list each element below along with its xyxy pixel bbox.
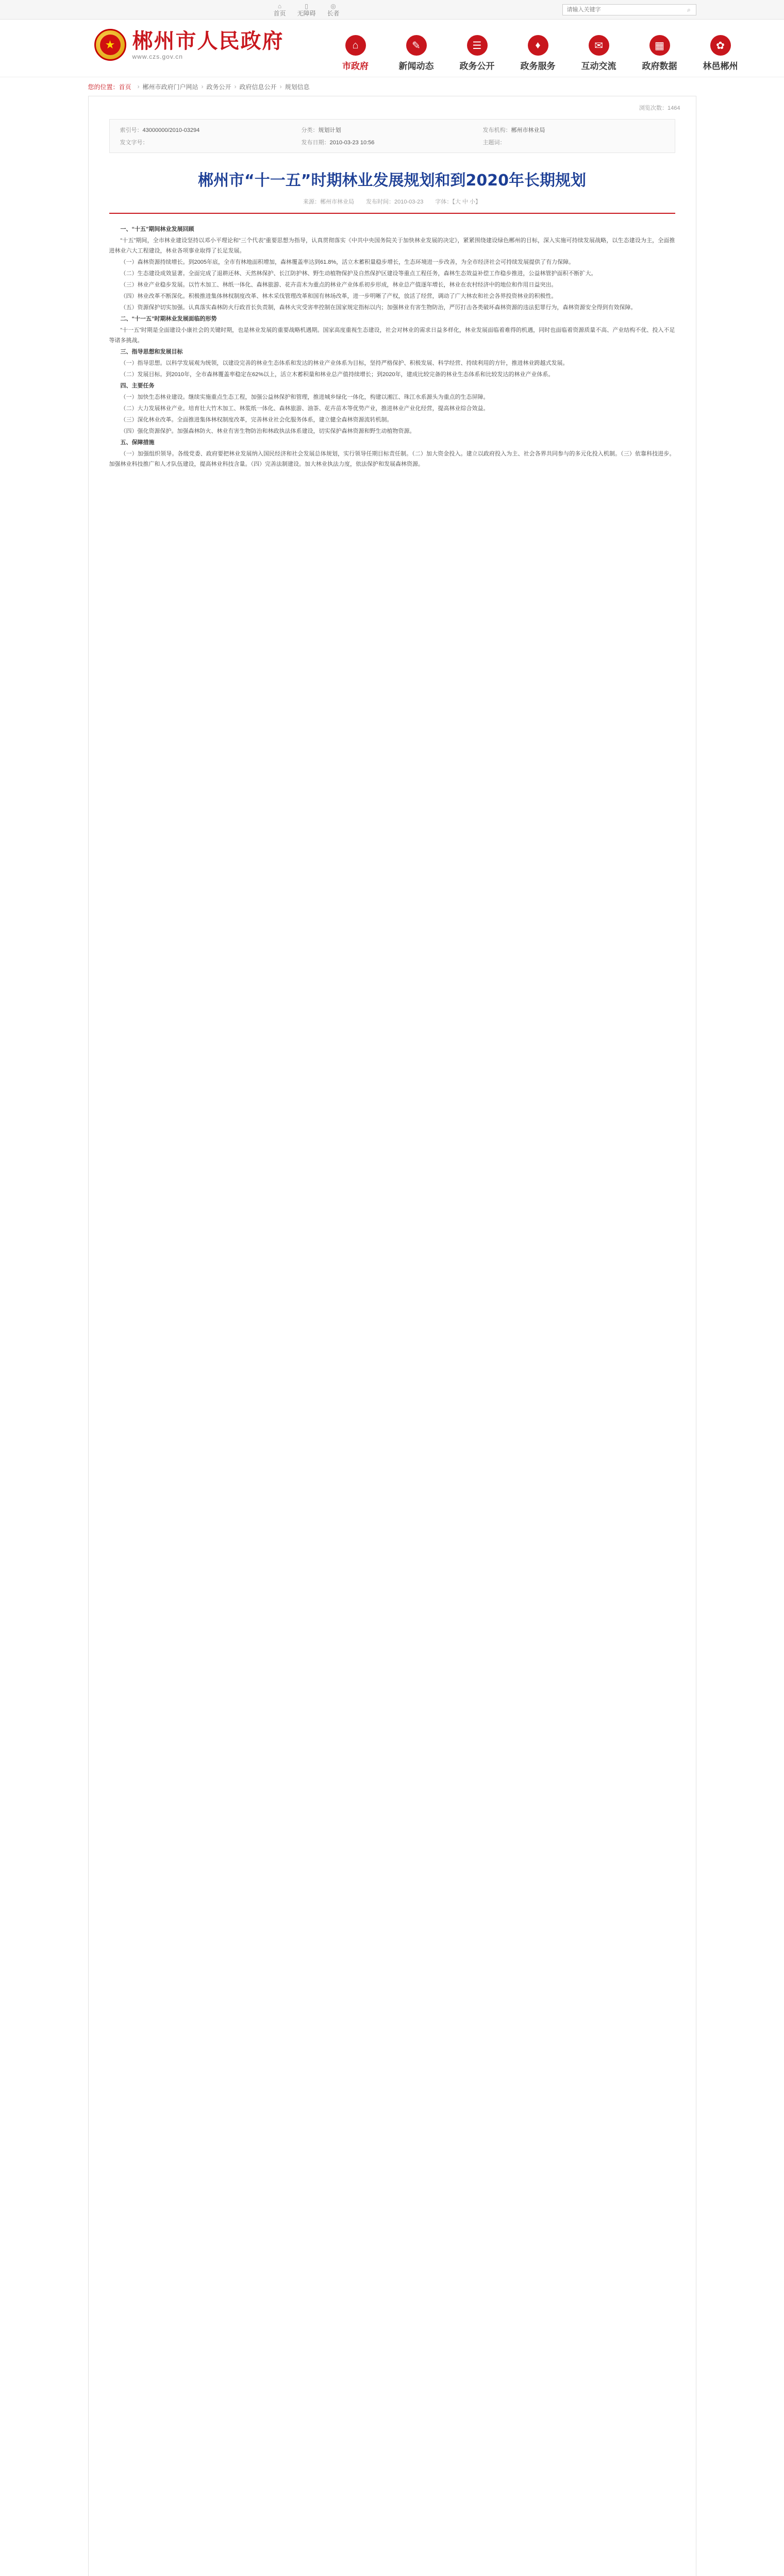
- info-key: 发布机构：: [482, 127, 511, 133]
- top-link-label: 长者: [327, 10, 340, 17]
- paragraph: （四）强化资源保护。加强森林防火、林业有害生物防治和林政执法体系建设，切实保护森林资源和野生动植物资源。: [120, 428, 415, 434]
- paragraph: （三）深化林业改革。全面推进集体林权制度改革，完善林业社会化服务体系，建立健全森林资源流转机制。: [120, 417, 393, 423]
- article-body: [109, 224, 675, 2576]
- paragraph: （五）资源保护切实加强。认真落实森林防火行政首长负责制，森林火灾受害率控制在国家规定指标以内；加强林业有害生物防治，严厉打击各类破坏森林资源的违法犯罪行为，森林资源安全得到有效保障。: [120, 304, 637, 311]
- nav-label: 互动交流: [581, 61, 616, 71]
- top-link-1[interactable]: [297, 3, 316, 16]
- breadcrumb-item[interactable]: 政务公开: [206, 83, 231, 91]
- mobile-icon: ▯: [305, 3, 308, 10]
- nav-item-2[interactable]: [447, 35, 508, 72]
- info-value: 43000000/2010-03294: [142, 127, 200, 133]
- search-input[interactable]: [563, 5, 682, 15]
- nav-item-6[interactable]: [690, 35, 751, 72]
- breadcrumb-separator: ›: [137, 83, 140, 90]
- info-table: [109, 119, 675, 153]
- nav-label: 政务公开: [459, 61, 495, 71]
- info-cell: [302, 126, 483, 134]
- section-heading: 一、“十五”期间林业发展回顾: [120, 226, 194, 232]
- breadcrumb-item[interactable]: 规划信息: [285, 83, 310, 91]
- home-icon: ⌂: [277, 3, 282, 10]
- paragraph: （一）森林资源持续增长。到2005年底，全市有林地面积增加，森林覆盖率达到61.8%，活立木蓄积量稳步增长，生态环境进一步改善，为全市经济社会可持续发展提供了有力保障。: [120, 259, 575, 265]
- title-divider: [109, 213, 675, 214]
- info-icon: ☰: [467, 35, 488, 56]
- info-cell: [120, 126, 302, 134]
- accessibility-icon: ◎: [330, 3, 336, 10]
- nav-item-1[interactable]: [386, 35, 447, 72]
- paragraph: （四）林业改革不断深化。积极推进集体林权制度改革、林木采伐管理改革和国有林场改革，进一步明晰了产权，放活了经营，调动了广大林农和社会各界投资林业的积极性。: [120, 293, 557, 299]
- nav-item-4[interactable]: [569, 35, 629, 72]
- site-logo[interactable]: [94, 29, 284, 61]
- paragraph: （二）生态建设成效显著。全面完成了退耕还林、天然林保护、长江防护林、野生动植物保护及自然保护区建设等重点工程任务，森林生态效益补偿工作稳步推进，公益林管护面积不断扩大。: [120, 270, 597, 277]
- top-link-label: 无障碍: [297, 10, 316, 17]
- nav-item-5[interactable]: [629, 35, 690, 72]
- section-heading: 三、指导思想和发展目标: [120, 349, 183, 355]
- paragraph: “十五”期间，全市林业建设坚持以邓小平理论和“三个代表”重要思想为指导，认真贯彻落实《中共中央国务院关于加快林业发展的决定》，紧紧围绕建设绿色郴州的目标，深入实施可持续发展战略，以生态建设为主，全面推进林业六大工程建设，林业各项事业取得了长足发展。: [109, 238, 675, 254]
- top-link-label: 首页: [273, 10, 286, 17]
- view-count: 浏览次数：1464: [639, 105, 680, 111]
- national-emblem-icon: ★: [94, 29, 126, 61]
- breadcrumb-separator: ›: [234, 83, 237, 90]
- info-key: 主题词：: [482, 140, 506, 146]
- nav-label: 政府数据: [642, 61, 677, 71]
- section-heading: 二、“十一五”时期林业发展面临的形势: [120, 316, 217, 322]
- nav-label: 新闻动态: [398, 61, 434, 71]
- nav-item-3[interactable]: [508, 35, 569, 72]
- info-cell: [302, 138, 483, 146]
- nav-label: 市政府: [342, 61, 369, 71]
- info-key: 索引号：: [120, 127, 143, 133]
- info-cell: [483, 138, 664, 146]
- info-value: 2010-03-23 10:56: [329, 140, 375, 146]
- section-heading: 四、主要任务: [120, 383, 155, 389]
- article-container: [88, 96, 696, 2576]
- section-heading: 五、保障措施: [120, 439, 155, 446]
- chat-icon: ✉: [589, 35, 609, 56]
- paragraph: （一）加强组织领导。各级党委、政府要把林业发展纳入国民经济和社会发展总体规划，实行领导任期目标责任制。（二）加大资金投入。建立以政府投入为主、社会各界共同参与的多元化投入机制。（三）依靠科技进步。加强林业科技推广和人才队伍建设，提高林业科技含量。（四）完善法制建设。加大林业执法力度，依法保护和发展森林资源。: [109, 451, 675, 467]
- info-value: 规划计划: [318, 127, 341, 133]
- top-link-0[interactable]: [274, 3, 286, 16]
- font-size-switch[interactable]: 字体：【大 中 小】: [435, 199, 481, 205]
- article-title: 郴州市“十一五”时期林业发展规划和到2020年长期规划: [198, 172, 586, 190]
- search-icon[interactable]: ⌕: [687, 6, 691, 13]
- paragraph: （三）林业产业稳步发展。以竹木加工、林纸一体化、森林旅游、花卉苗木为重点的林业产业体系初步形成，林业总产值逐年增长，林业在农村经济中的地位和作用日益突出。: [120, 282, 557, 288]
- top-link-2[interactable]: [327, 3, 340, 16]
- news-icon: ✎: [406, 35, 427, 56]
- paragraph: （一）加快生态林业建设。继续实施重点生态工程，加强公益林保护和管理，推进城乡绿化一体化，构建以湘江、珠江水系源头为重点的生态屏障。: [120, 394, 489, 400]
- breadcrumb-separator: ›: [279, 83, 282, 90]
- site-url: www.czs.gov.cn: [132, 53, 183, 60]
- home-icon: ⌂: [345, 35, 366, 56]
- data-icon: ▦: [649, 35, 670, 56]
- breadcrumb-item[interactable]: 郴州市政府门户网站: [142, 83, 198, 91]
- service-icon: ♦: [528, 35, 548, 56]
- breadcrumb-item[interactable]: 政府信息公开: [239, 83, 277, 91]
- article-source: 来源：郴州市林业局: [303, 199, 354, 205]
- article-date: 发布时间：2010-03-23: [366, 199, 424, 205]
- info-value: 郴州市林业局: [511, 127, 545, 133]
- info-cell: [483, 126, 664, 134]
- info-key: 发文字号：: [120, 140, 148, 146]
- main-nav: [325, 35, 751, 72]
- breadcrumb-separator: ›: [201, 83, 204, 90]
- nav-label: 林邑郴州: [703, 61, 738, 71]
- nav-item-0[interactable]: [325, 35, 386, 72]
- top-links: [274, 3, 340, 16]
- article-meta: [109, 197, 675, 206]
- site-title: 郴州市人民政府: [132, 29, 284, 53]
- paragraph: （二）发展目标。到2010年，全市森林覆盖率稳定在62%以上，活立木蓄积量和林业总产值持续增长；到2020年，建成比较完备的林业生态体系和比较发达的林业产业体系。: [120, 371, 554, 378]
- tourism-icon: ✿: [710, 35, 731, 56]
- info-key: 分类：: [301, 127, 319, 133]
- paragraph: （二）大力发展林业产业。培育壮大竹木加工、林浆纸一体化、森林旅游、油茶、花卉苗木等优势产业，推进林业产业化经营，提高林业综合效益。: [120, 405, 489, 412]
- paragraph: “十一五”时期是全面建设小康社会的关键时期，也是林业发展的重要战略机遇期。国家高度重视生态建设，社会对林业的需求日益多样化，林业发展面临着难得的机遇，同时也面临着资源质量不高、产业结构不优、投入不足等诸多挑战。: [109, 327, 675, 344]
- breadcrumb-item[interactable]: 您的位置：首页: [88, 83, 131, 91]
- header: [0, 20, 784, 77]
- breadcrumb: [88, 77, 696, 96]
- nav-label: 政务服务: [520, 61, 556, 71]
- paragraph: （一）指导思想。以科学发展观为统领，以建设完善的林业生态体系和发达的林业产业体系为目标，坚持严格保护、积极发展、科学经营、持续利用的方针，推进林业跨越式发展。: [120, 360, 569, 366]
- info-cell: [120, 138, 302, 146]
- info-key: 发布日期：: [301, 140, 330, 146]
- top-strip: [0, 0, 784, 20]
- top-search-box: [562, 4, 696, 15]
